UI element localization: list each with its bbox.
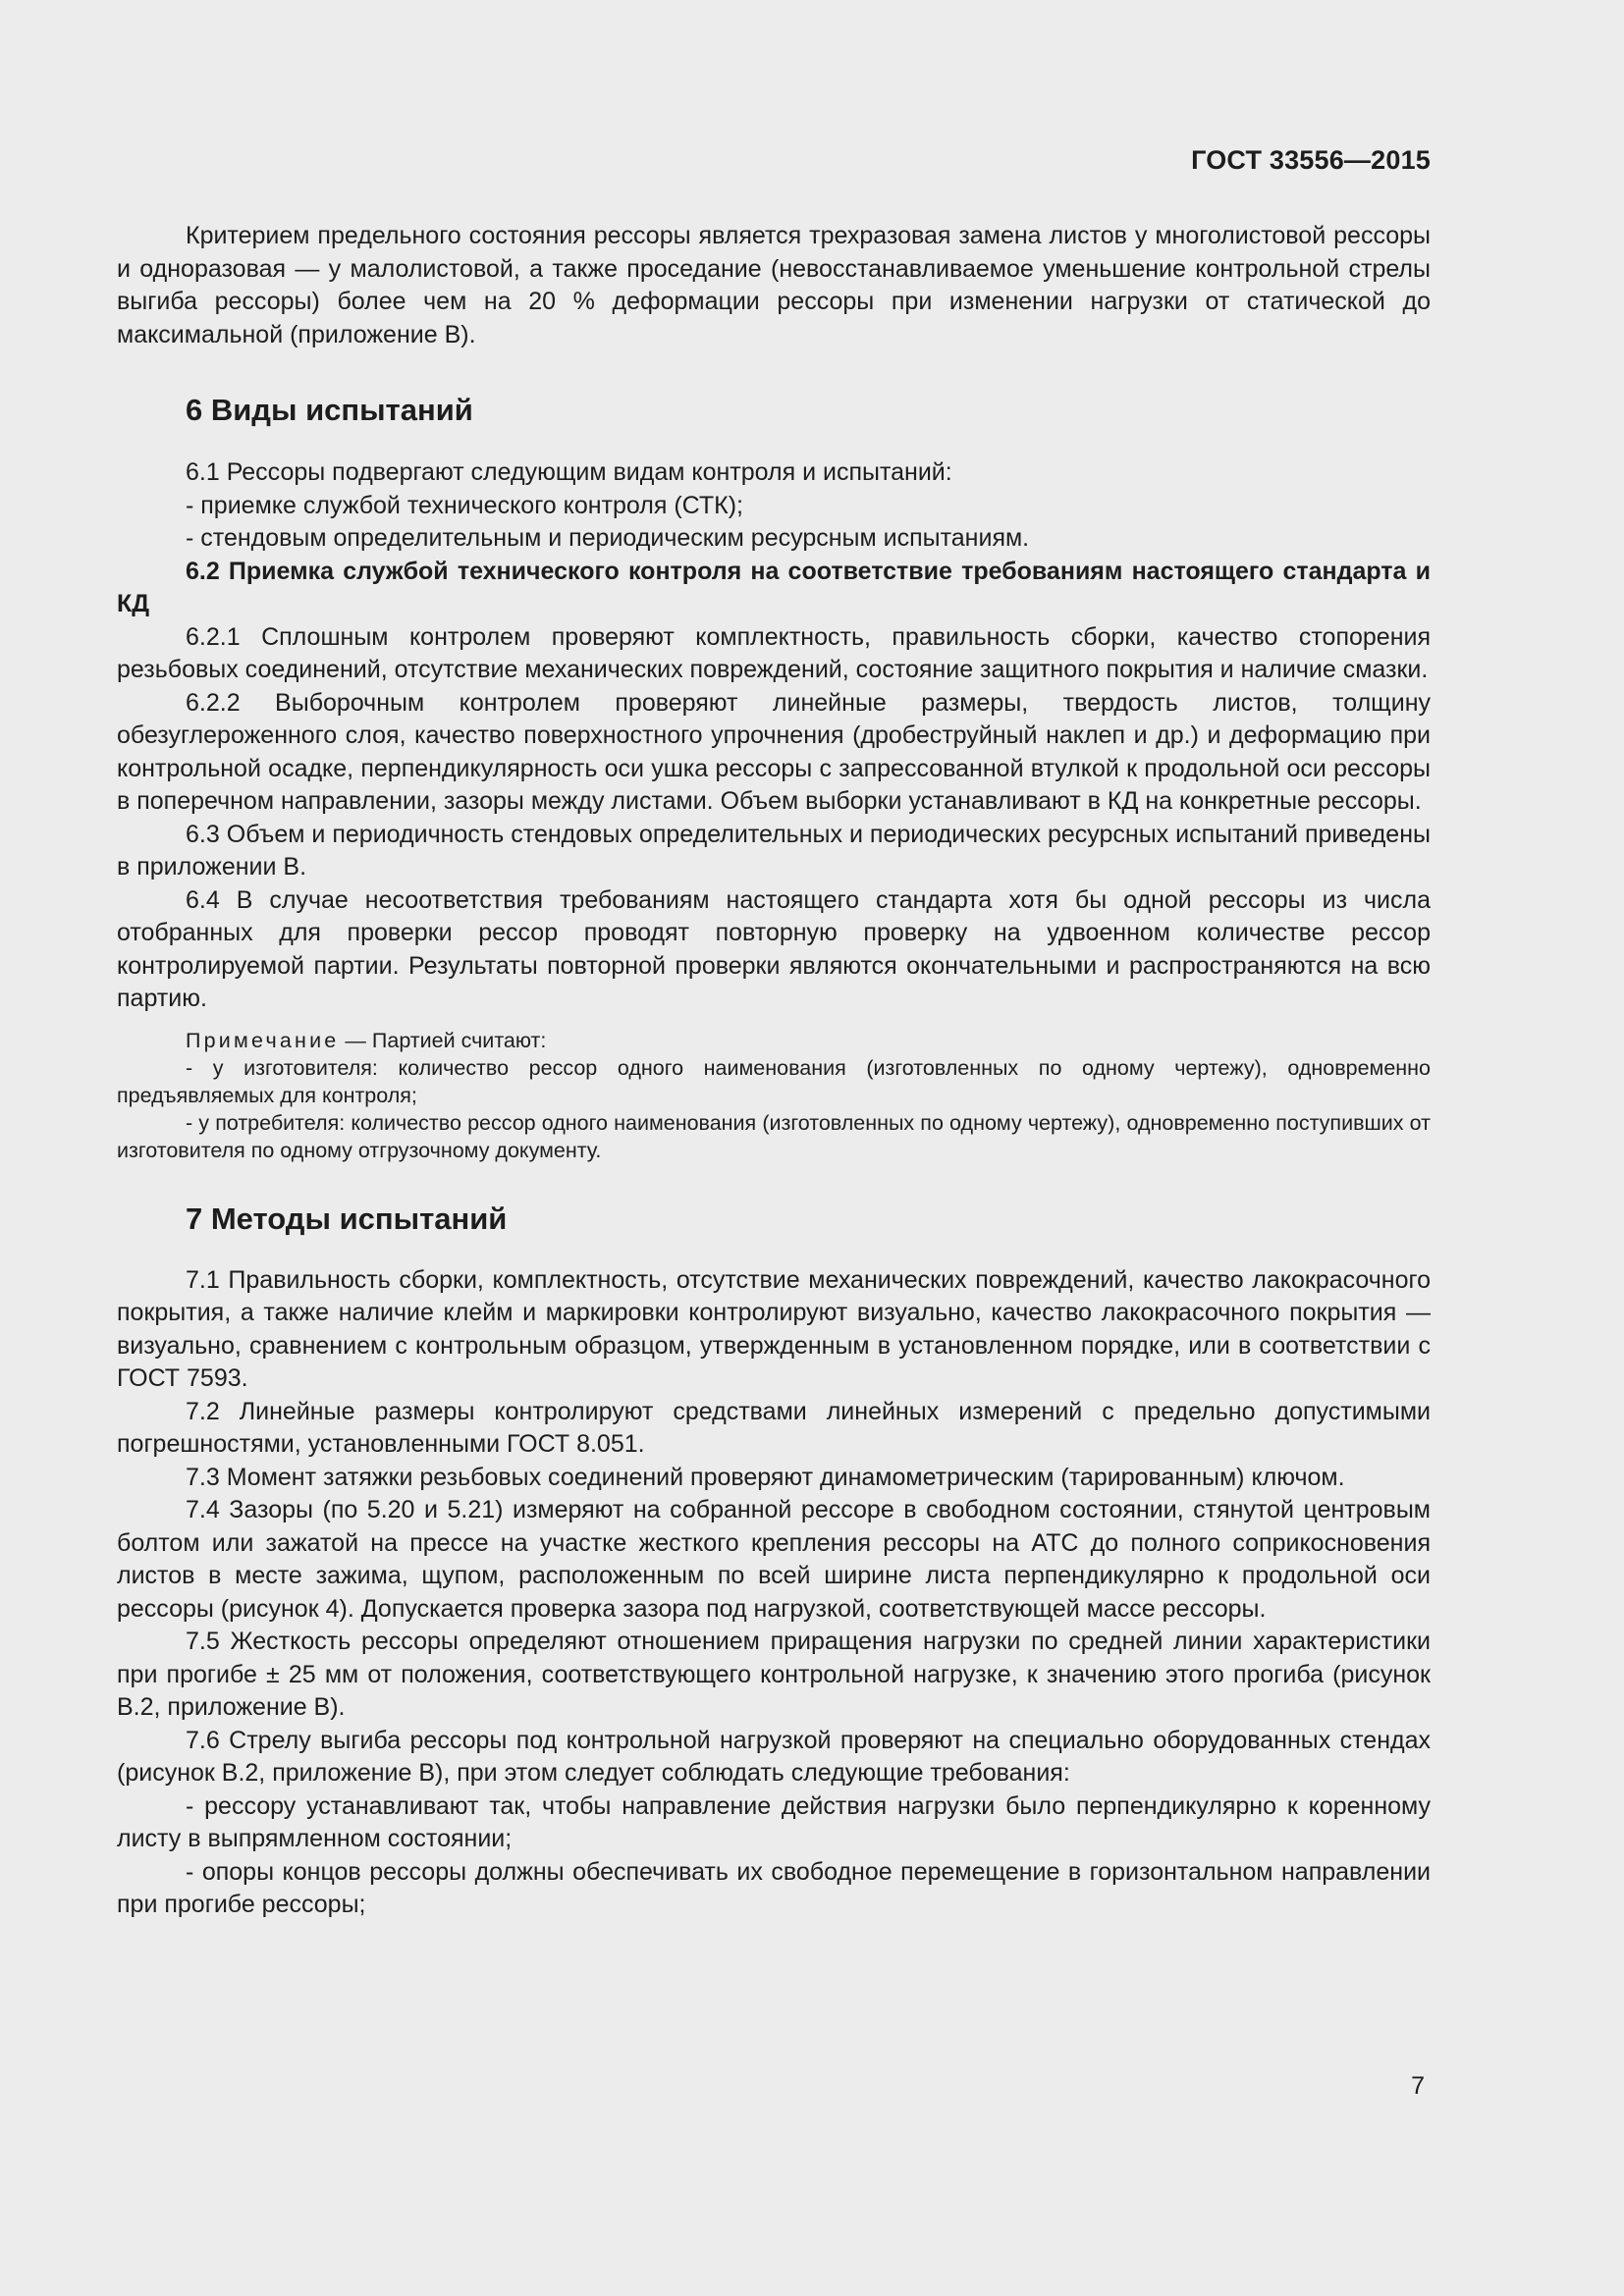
paragraph-7-6: 7.6 Стрелу выгиба рессоры под контрольной нагрузкой проверяют на специально оборудованных стендах (рисунок В.2, приложение В), при этом следует соблюдать следующие требования: — [117, 1726, 1431, 1787]
paragraph-6-3: 6.3 Объем и периодичность стендовых определительных и периодических ресурсных испытаний приведены в приложении В. — [117, 820, 1431, 881]
section-7-heading: 7 Методы испытаний — [186, 1201, 508, 1236]
note-intro-text: Партией считают: — [371, 1028, 547, 1052]
list-item-7-6-a: - рессору устанавливают так, чтобы направление действия нагрузки было перпендикулярно к коренному листу в выпрямленном состоянии; — [117, 1791, 1431, 1852]
paragraph-6-1: 6.1 Рессоры подвергают следующим видам контроля и испытаний: — [186, 458, 952, 486]
document-header: ГОСТ 33556—2015 — [1191, 145, 1431, 175]
paragraph-6-2-2: 6.2.2 Выборочным контролем проверяют линейные размеры, твердость листов, толщину обезуглероженного слоя, качество поверхностного упрочнения (дробеструйный наклеп и др.) и деформацию при контрольной осадке, перпендикулярность оси ушка рессоры с запрессованной втулкой к продольной оси рессоры в поперечном направлении, зазоры между листами. Объем выборки устанавливают в КД на конкретные рессоры. — [117, 688, 1431, 815]
note-item-consumer: - у потребителя: количество рессор одного наименования (изготовленных по одному чертежу), одновременно поступивших от изготовителя по одному отгрузочному документу. — [117, 1110, 1431, 1162]
note-intro — [117, 1027, 1431, 1054]
section-6-heading: 6 Виды испытаний — [186, 393, 473, 427]
note-block — [117, 1027, 1431, 1164]
list-item-6-1-b: - стендовым определительным и периодическим ресурсным испытаниям. — [186, 524, 1030, 552]
page-number: 7 — [1411, 2072, 1425, 2100]
paragraph-7-3: 7.3 Момент затяжки резьбовых соединений проверяют динамометрическим (тарированным) ключом. — [186, 1463, 1345, 1491]
subsection-6-2-heading: 6.2 Приемка службой технического контроля на соответствие требованиям настоящего стандарта и КД — [117, 557, 1431, 617]
paragraph-7-2: 7.2 Линейные размеры контролируют средствами линейных измерений с предельно допустимыми погрешностями, установленными ГОСТ 8.051. — [117, 1397, 1431, 1458]
note-label: Примечание — [186, 1028, 340, 1052]
list-item-6-1-a: - приемке службой технического контроля (СТК); — [186, 491, 743, 519]
paragraph-7-4: 7.4 Зазоры (по 5.20 и 5.21) измеряют на собранной рессоре в свободном состоянии, стянутой центровым болтом или зажатой на прессе на участке жесткого крепления рессоры на АТС до полного соприкосновения листов в месте зажима, щупом, расположенным по всей ширине листа перпендикулярно к продольной оси рессоры (рисунок 4). Допускается проверка зазора под нагрузкой, соответствующей массе рессоры. — [117, 1496, 1431, 1623]
document-body — [117, 220, 1431, 1922]
intro-paragraph: Критерием предельного состояния рессоры является трехразовая замена листов у многолистовой рессоры и одноразовая — у малолистовой, а также проседание (невосстанавливаемое уменьшение контрольной стрелы выгиба рессоры) более чем на 20 % деформации рессоры при изменении нагрузки от статической до максимальной (приложение В). — [117, 222, 1431, 348]
note-item-manufacturer: - у изготовителя: количество рессор одного наименования (изготовленных по одному чертежу), одновременно предъявляемых для контроля; — [117, 1055, 1431, 1107]
paragraph-6-4: 6.4 В случае несоответствия требованиям настоящего стандарта хотя бы одной рессоры из числа отобранных для проверки рессор проводят повторную проверку на удвоенном количестве рессор контролируемой партии. Результаты повторной проверки являются окончательными и распространяются на всю партию. — [117, 885, 1431, 1012]
paragraph-7-5: 7.5 Жесткость рессоры определяют отношением приращения нагрузки по средней линии характеристики при прогибе ± 25 мм от положения, соответствующего контрольной нагрузке, к значению этого прогиба (рисунок В.2, приложение В). — [117, 1628, 1431, 1721]
paragraph-7-1: 7.1 Правильность сборки, комплектность, отсутствие механических повреждений, качество лакокрасочного покрытия, а также наличие клейм и маркировки контролируют визуально, качество лакокрасочного покрытия — визуально, сравнением с контрольным образцом, утвержденным в установленном порядке, или в соответствии с ГОСТ 7593. — [117, 1265, 1431, 1392]
paragraph-6-2-1: 6.2.1 Сплошным контролем проверяют комплектность, правильность сборки, качество стопорения резьбовых соединений, отсутствие механических повреждений, состояние защитного покрытия и наличие смазки. — [117, 622, 1431, 683]
note-dash: — — [339, 1028, 372, 1052]
list-item-7-6-b: - опоры концов рессоры должны обеспечивать их свободное перемещение в горизонтальном направлении при прогибе рессоры; — [117, 1857, 1431, 1918]
